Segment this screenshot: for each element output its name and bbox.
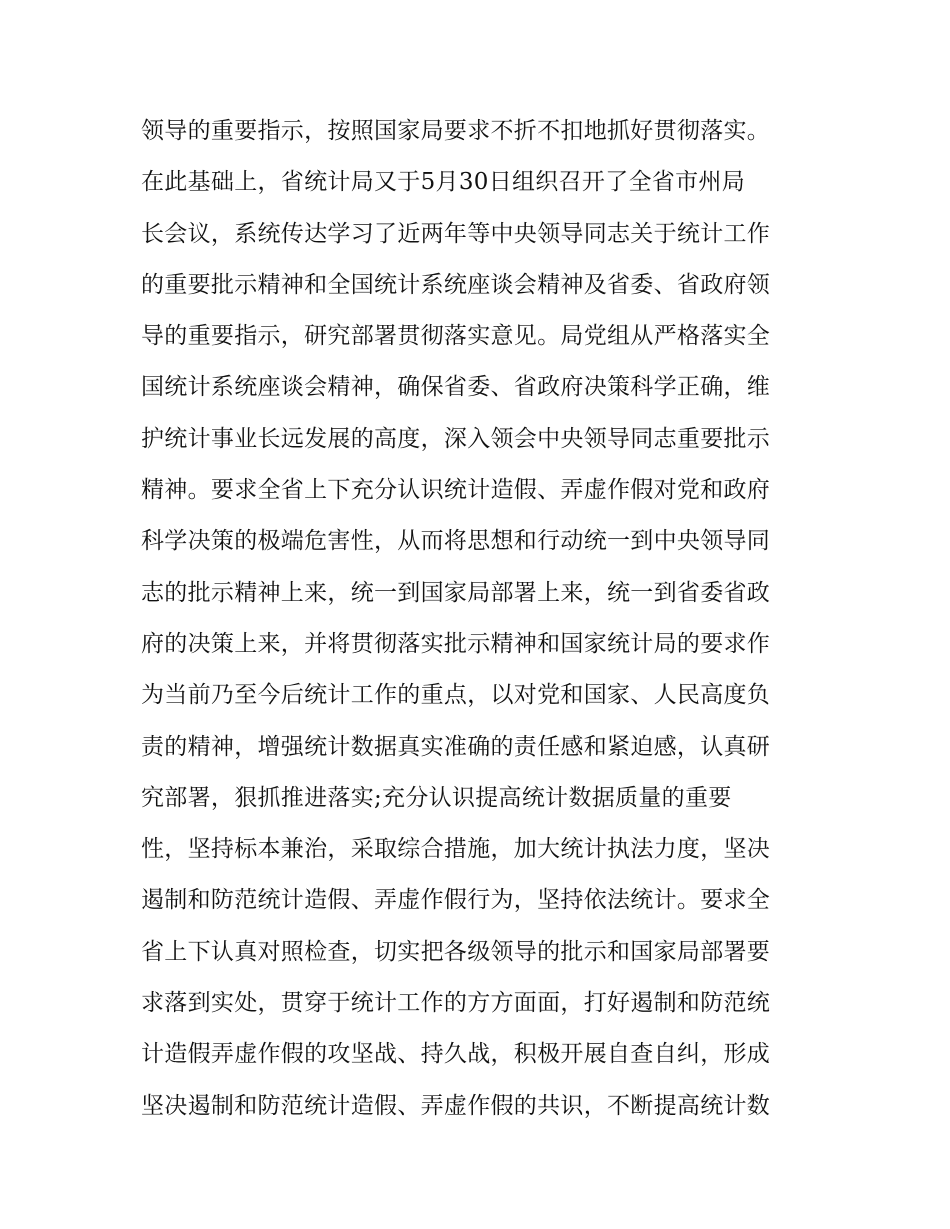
text-line: 长会议，系统传达学习了近两年等中央领导同志关于统计工作 [141,220,771,247]
text-line: 为当前乃至今后统计工作的重点，以对党和国家、人民高度负 [141,682,771,709]
text-line: 计造假弄虚作假的攻坚战、持久战，积极开展自查自纠，形成 [141,1041,771,1068]
text-line: 府的决策上来，并将贯彻落实批示精神和国家统计局的要求作 [141,630,771,657]
body-text [141,106,821,1132]
text-line: 在此基础上，省统计局又于5月30日组织召开了全省市州局 [141,169,745,196]
text-line: 导的重要指示，研究部署贯彻落实意见。局党组从严格落实全 [141,323,771,350]
text-line: 志的批示精神上来，统一到国家局部署上来，统一到省委省政 [141,579,771,606]
text-line: 省上下认真对照检查，切实把各级领导的批示和国家局部署要 [141,938,771,965]
text-line: 的重要批示精神和全国统计系统座谈会精神及省委、省政府领 [141,271,771,298]
text-line: 遏制和防范统计造假、弄虚作假行为，坚持依法统计。要求全 [141,887,771,914]
text-line: 究部署，狠抓推进落实;充分认识提高统计数据质量的重要 [141,784,732,811]
text-line: 坚决遏制和防范统计造假、弄虚作假的共识，不断提高统计数 [141,1092,771,1119]
text-line: 科学决策的极端危害性，从而将思想和行动统一到中央领导同 [141,528,771,555]
text-line: 责的精神，增强统计数据真实准确的责任感和紧迫感，认真研 [141,733,771,760]
text-line: 精神。要求全省上下充分认识统计造假、弄虚作假对党和政府 [141,477,771,504]
text-line: 性，坚持标本兼治，采取综合措施，加大统计执法力度，坚决 [141,836,771,863]
text-line: 国统计系统座谈会精神，确保省委、省政府决策科学正确，维 [141,374,771,401]
text-line: 领导的重要指示，按照国家局要求不折不扣地抓好贯彻落实。 [141,118,771,144]
text-line: 护统计事业长远发展的高度，深入领会中央领导同志重要批示 [141,425,771,452]
text-line: 求落到实处，贯穿于统计工作的方方面面，打好遏制和防范统 [141,990,771,1017]
